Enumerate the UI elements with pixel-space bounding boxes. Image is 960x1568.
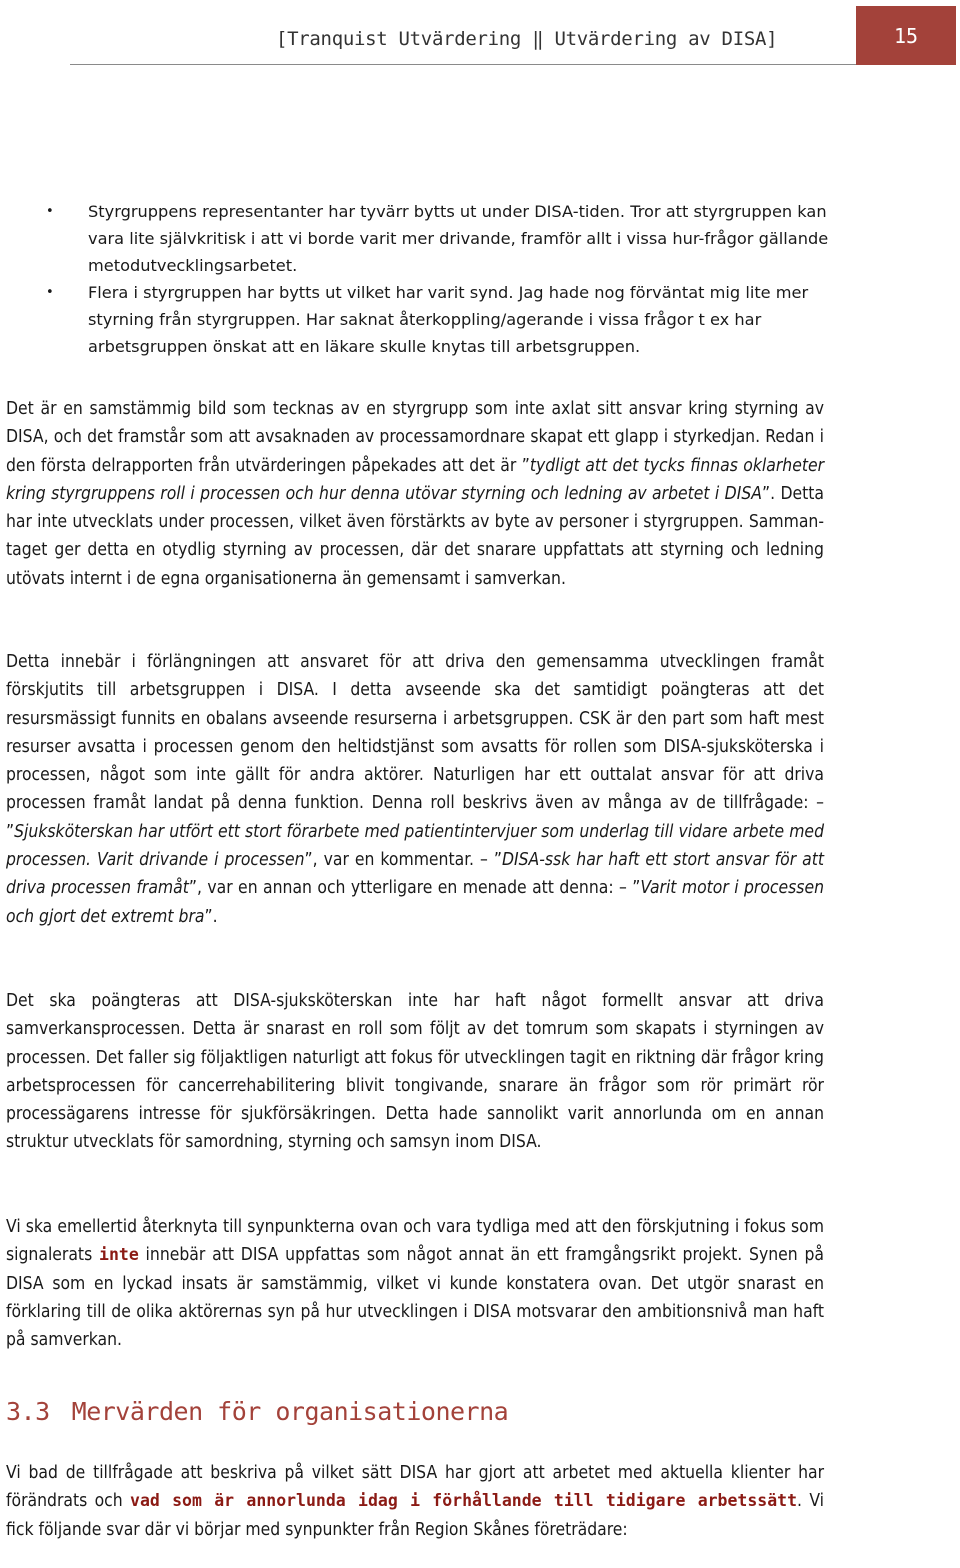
list-item	[40, 279, 830, 360]
quote: DISA-ssk har haft ett stort ansvar för att driva processen framåt	[6, 850, 824, 899]
section-number: 3.3	[6, 1397, 50, 1426]
bullet-text: Flera i styrgruppen har bytts ut vilket har varit synd. Jag hade nog förväntat mig lite mer styrning från styrgruppen. Har saknat återkoppling/agerande i vissa frågor t ex har arbetsgruppen önskat att en läkare skulle knytas till arbetsgruppen.	[88, 283, 809, 356]
paragraph-disa-sjukskoterskan: Det ska poängteras att DISA-sjuksköterskan inte har haft något formellt ansvar att driva samverkansprocessen. Detta är snarast en roll som följt av det tomrum som skapats i styrningen av processen. Det faller sig följaktligen naturligt att fokus för utvecklingen tagit en riktning där frågor kring arbetsprocessen för cancerrehabilitering blivit tongivande, snarare än frågor som rör primärt rör processägarens intresse för sjukförsäkringen. Detta hade sannolikt varit annorlunda om en annan struktur utvecklats för samordning, styrning och samsyn inom DISA.	[6, 991, 824, 1153]
text-span: ”. Detta har inte utvecklats under processen, vilket även förstärkts av byte av personer i styrgruppen. Sammantaget ger detta en otydlig styrning av processen, där det snarare uppfattats att styrning och ledning utövats internt i de egna organisationerna än gemensamt i samverkan.	[6, 483, 824, 589]
emphasis: vad som är annorlunda idag i förhållande till tidigare arbetssätt	[130, 1491, 798, 1511]
bullet-list	[40, 198, 830, 360]
header-rule	[70, 64, 856, 65]
text-span: ”, var en kommentar. – ”	[304, 850, 502, 871]
text-span: Det är en samstämmig bild som tecknas av en styrgrupp som inte axlat sitt ansvar kring styrning av DISA, och det framstår som att avsaknaden av processamordnare skapat ett glapp i styrkedjan. Redan i den första delrapporten från utvärderingen påpekades att det är ”	[6, 399, 824, 476]
running-header: [Tranquist Utvärdering ‖ Utvärdering av DISA]	[276, 28, 778, 50]
page-number: 15	[856, 6, 956, 65]
section-heading	[6, 1397, 706, 1426]
paragraph-mervarden	[6, 1459, 824, 1544]
emphasis: inte	[99, 1245, 139, 1265]
text-span: Vi ska emellertid återknyta till synpunkterna ovan och vara tydliga med att den förskjutning i fokus som signalerats	[6, 1217, 824, 1266]
quote: tydligt att det tycks finnas oklarheter kring styrgruppens roll i processen och hur denna utövar styrning och ledning av arbetet i DISA	[6, 455, 825, 504]
bullet-icon: •	[46, 204, 54, 219]
text-span: Detta innebär i förlängningen att ansvaret för att driva den gemensamma utvecklingen framåt förskjutits till arbetsgruppen i DISA. I detta avseende ska det samtidigt poängteras att det resursmässigt funnits en obalans avseende resurserna i arbetsgruppen. CSK är den part som haft mest resurser avsatta i processen genom den heltidstjänst som avsatts för rollen som DISA-sjuksköterska i processen, något som inte gällt för andra aktörer. Naturligen har ett outtalat ansvar för att driva processen framåt landat på denna funktion. Denna roll beskrivs även av många av de tillfrågade: – ”	[6, 652, 824, 842]
bullet-text: Styrgruppens representanter har tyvärr bytts ut under DISA-tiden. Tror att styrgruppen kan vara lite självkritisk i att vi borde varit mer drivande, framför allt i vissa hur-frågor gällande metodutvecklingsarbetet.	[88, 202, 829, 275]
text-span: . Vi fick följande svar där vi börjar med synpunkter från Region Skånes företrädare:	[6, 1491, 825, 1540]
text-span: ”.	[204, 906, 218, 927]
quote: Varit motor i processen och gjort det extremt bra	[6, 878, 824, 927]
paragraph-aterknyta	[6, 1213, 824, 1354]
section-title: Mervärden för organisationerna	[71, 1397, 509, 1426]
text-span: ”, var en annan och ytterligare en menade att denna: – ”	[188, 878, 641, 899]
paragraph-styrning	[6, 395, 824, 593]
text-span: innebär att DISA uppfattas som något annat än ett framgångsrikt projekt. Synen på DISA som en lyckad insats är samstämmig, vilket vi kunde konstatera ovan. Det utgör snarast en förklaring till de olika aktörernas syn på hur utvecklingen i DISA motsvarar den ambitionsnivå man haft på samverkan.	[6, 1245, 824, 1351]
bullet-icon: •	[46, 285, 54, 300]
text-span: Vi bad de tillfrågade att beskriva på vilket sätt DISA har gjort att arbetet med aktuella klienter har förändrats och	[6, 1463, 824, 1512]
paragraph-arbetsgruppen	[6, 648, 824, 931]
quote: Sjuksköterskan har utfört ett stort förarbete med patientintervjuer som underlag till vidare arbete med processen. Varit drivande i processen	[6, 821, 824, 871]
list-item	[40, 198, 830, 279]
